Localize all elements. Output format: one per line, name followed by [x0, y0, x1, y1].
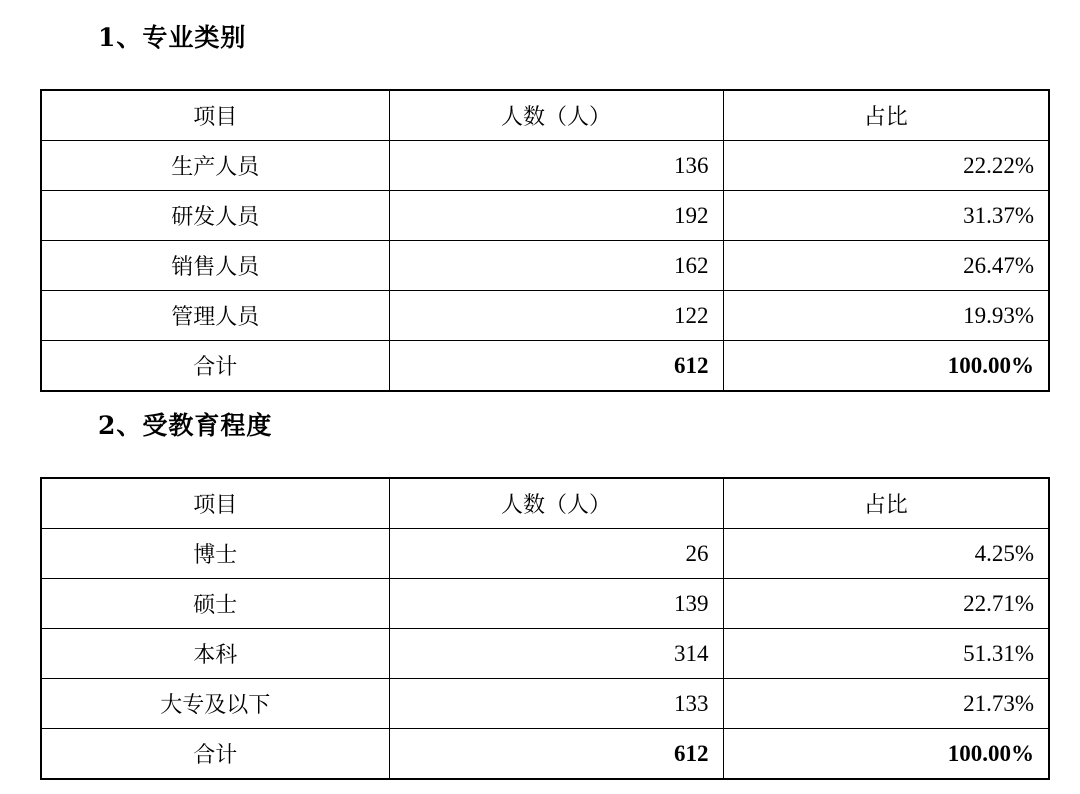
row-count: 133	[389, 679, 723, 729]
total-count: 612	[389, 729, 723, 780]
row-count: 26	[389, 529, 723, 579]
row-count: 139	[389, 579, 723, 629]
professional-category-table	[40, 89, 1050, 392]
row-count: 314	[389, 629, 723, 679]
header-item: 项目	[41, 90, 389, 141]
row-count: 122	[389, 291, 723, 341]
row-item: 博士	[41, 529, 389, 579]
header-count: 人数（人）	[389, 90, 723, 141]
row-item: 本科	[41, 629, 389, 679]
header-ratio: 占比	[723, 90, 1049, 141]
row-ratio: 51.31%	[723, 629, 1049, 679]
header-count: 人数（人）	[389, 478, 723, 529]
table-row	[41, 191, 1049, 241]
total-item: 合计	[41, 729, 389, 780]
section-title-education-level: 2、受教育程度	[98, 411, 273, 440]
table-row	[41, 141, 1049, 191]
row-item: 硕士	[41, 579, 389, 629]
row-ratio: 26.47%	[723, 241, 1049, 291]
row-count: 136	[389, 141, 723, 191]
table-header-row	[41, 90, 1049, 141]
row-ratio: 31.37%	[723, 191, 1049, 241]
table-row	[41, 241, 1049, 291]
total-count: 612	[389, 341, 723, 392]
table-header-row	[41, 478, 1049, 529]
row-item: 销售人员	[41, 241, 389, 291]
header-ratio: 占比	[723, 478, 1049, 529]
table-row	[41, 291, 1049, 341]
total-item: 合计	[41, 341, 389, 392]
row-item: 研发人员	[41, 191, 389, 241]
section-title-professional-category: 1、专业类别	[98, 23, 247, 52]
row-ratio: 4.25%	[723, 529, 1049, 579]
total-ratio: 100.00%	[723, 729, 1049, 780]
row-item: 管理人员	[41, 291, 389, 341]
row-item: 大专及以下	[41, 679, 389, 729]
table-row	[41, 679, 1049, 729]
table-total-row	[41, 341, 1049, 392]
total-ratio: 100.00%	[723, 341, 1049, 392]
row-ratio: 22.22%	[723, 141, 1049, 191]
row-item: 生产人员	[41, 141, 389, 191]
row-count: 192	[389, 191, 723, 241]
header-item: 项目	[41, 478, 389, 529]
row-count: 162	[389, 241, 723, 291]
table-row	[41, 629, 1049, 679]
row-ratio: 21.73%	[723, 679, 1049, 729]
table-row	[41, 579, 1049, 629]
table-total-row	[41, 729, 1049, 780]
table-row	[41, 529, 1049, 579]
row-ratio: 19.93%	[723, 291, 1049, 341]
education-level-table	[40, 477, 1050, 780]
row-ratio: 22.71%	[723, 579, 1049, 629]
